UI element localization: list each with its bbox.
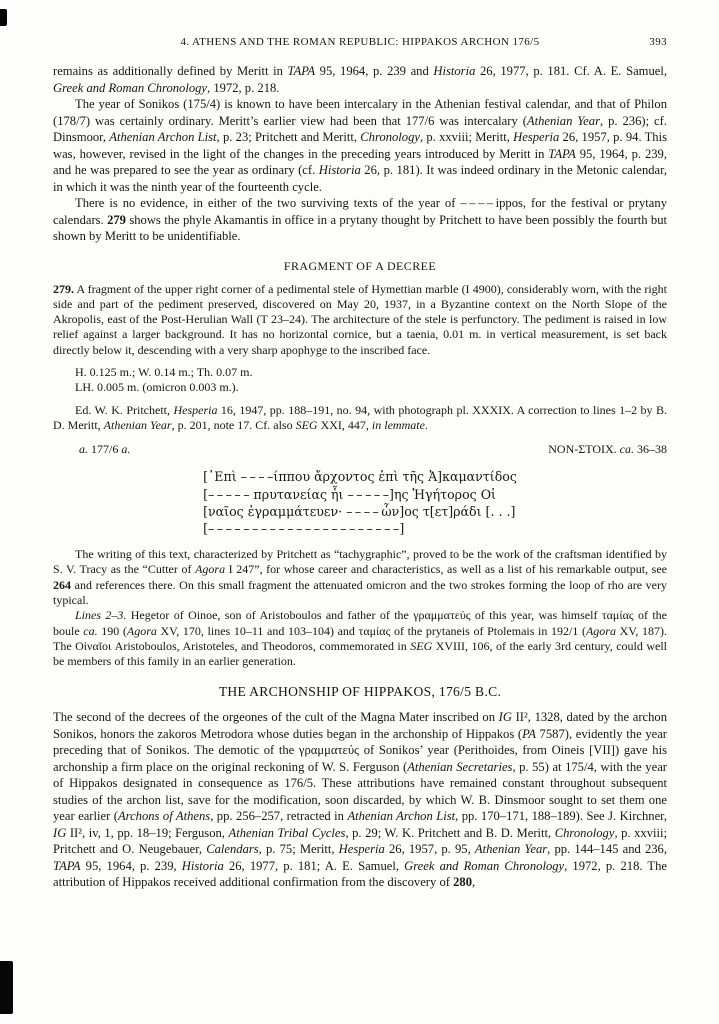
dateline-date: a. 177/6 a. — [79, 442, 131, 457]
dateline-non-stoich: NON-ΣΤΟΙΧ. ca. 36–38 — [548, 442, 667, 457]
dimensions-line-2: LH. 0.005 m. (omicron 0.003 m.). — [75, 380, 239, 395]
greek-line-4: [– – – – – – – – – – – – – – – – – – – – – –] — [203, 521, 405, 537]
greek-inscription — [53, 468, 667, 538]
section-heading: THE ARCHONSHIP OF HIPPAKOS, 176/5 B.C. — [218, 684, 502, 700]
lemma-paragraph: 279. A fragment of the upper right corner of a pedimental stele of Hymettian marble (I 4900), considerably worn, with the right side and part of the pediment preserved, discovered on May 20, 1937, in a Byzantine context on the North Slope of the Akropolis, east of the Post-Herulian Wall (T 23–24). The architecture of the stele is perfunctory. The pediment is raised in low relief against a larger background. It has no horizontal cornice, but a taenia, 0.01 m. in vertical measurement, is set back directly below it, descending with a very sharp apophyge to the inscribed face. — [53, 281, 667, 357]
paragraph-continuation: remains as additionally defined by Meritt in TAPA 95, 1964, p. 239 and Historia 26, 1977, p. 181. Cf. A. E. Samuel, Greek and Roman Chronology, 1972, p. 218. — [53, 64, 667, 95]
dimensions-line-1: H. 0.125 m.; W. 0.14 m.; Th. 0.07 m. — [75, 364, 253, 379]
greek-line-1: [᾽Επὶ – – – –ίππου ἄρχοντος ἐπὶ τῆς Ἀ]καμαντίδος — [203, 469, 517, 485]
scan-artifact-bottom-left — [0, 961, 13, 1014]
scan-artifact-top-left — [0, 9, 7, 26]
paragraph-sonikos-year: The year of Sonikos (175/4) is known to have been intercalary in the Athenian festival calendar, and that of Philon (178/7) was certainly ordinary. Meritt’s earlier view had been that 177/6 was intercalary (Athenian Year, p. 236); cf. Dinsmoor, Athenian Archon List, p. 23; Pritchett and Meritt, Chronology, p. xxviii; Meritt, Hesperia 26, 1957, p. 94. This was, however, revised in the light of the changes in the preceding years introduced by Meritt in TAPA 95, 1964, p. 239, and he was prepared to see the year as ordinary (cf. Historia 26, p. 181). It was indeed ordinary in the Metonic calendar, in which it was the ninth year of the fourteenth cycle. — [53, 97, 668, 194]
paragraph-writing-commentary: The writing of this text, characterized by Pritchett as “tachygraphic”, proved to be the work of the craftsman identified by S. V. Tracy as the “Cutter of Agora I 247”, for whose career and characteristics, as well as a list of his remarkable output, see 264 and references there. On this small fragment the attenuated omicron and the two strokes forming the loop of rho are very typical. — [53, 547, 667, 607]
greek-line-3: [ναῖος ἐγραμμάτευεν· – – – – ὧν]ος τ[ετ]ράδι [. . .] — [203, 503, 516, 519]
greek-inscription-text — [203, 468, 517, 537]
paragraph-archonship: The second of the decrees of the orgeones of the cult of the Magna Mater inscribed on IG II², 1328, dated by the archon Sonikos, honors the zakoros Metrodora whose duties began in the archonship of Hippakos (PA 7587), evidently the year preceding that of Sonikos. The demotic of the γραμματεύς of Sonikos’ year (Perithoides, from Oineis [VII]) gave his archonship a firm place on the original reckoning of W. S. Ferguson (Athenian Secretaries, p. 55) at 175/4, with the year of Hippakos designated in consequence as 176/5. These attributions have remained constant throughout subsequent studies of the archon list, save for the modification, soon discarded, by which W. B. Dinsmoor sought to set them one year earlier (Archons of Athens, pp. 256–257, retracted in Athenian Archon List, pp. 170–171, 188–189). See J. Kirchner, IG II², iv, 1, pp. 18–19; Ferguson, Athenian Tribal Cycles, p. 29; W. K. Pritchett and B. D. Meritt, Chronology, p. xxviii; Pritchett and O. Neugebauer, Calendars, p. 75; Meritt, Hesperia 26, 1957, p. 95, Athenian Year, pp. 144–145 and 236, TAPA 95, 1964, p. 239, Historia 26, 1977, p. 181; A. E. Samuel, Greek and Roman Chronology, 1972, p. 218. The attribution of Hippakos received additional confirmation from the discovery of 280, — [53, 710, 668, 890]
page-number: 393 — [649, 36, 667, 48]
edition-paragraph: Ed. W. K. Pritchett, Hesperia 16, 1947, pp. 188–191, no. 94, with photograph pl. XXXIX. A correction to lines 1–2 by B. D. Meritt, Athenian Year, p. 201, note 17. Cf. also SEG XXI, 447, in lemmate. — [53, 402, 667, 432]
running-head — [53, 36, 667, 48]
paragraph-lines-2-3-commentary: Lines 2–3. Hegetor of Oinoe, son of Aristoboulos and father of the γραμματεύς of this year, was himself ταμίας of the boule ca. 190 (Agora XV, 170, lines 10–11 and 103–104) and ταμίας of the prytaneis of Ptolemais in 192/1 (Agora XV, 187). The Οἰναῖοι Aristoboulos, Aristoteles, and Theodoros, commemorated in SEG XVIII, 106, of the early 3rd century, could well be members of this family in an earlier generation. — [53, 608, 667, 669]
decree-heading: FRAGMENT OF A DECREE — [283, 258, 437, 273]
greek-line-2: [– – – – – πρυτανείας ἧι – – – – –]ης Ἡγήτορος Οἰ — [203, 486, 496, 502]
dateline — [53, 442, 667, 457]
paragraph-prytany-evidence: There is no evidence, in either of the two surviving texts of the year of – – – – ippos, for the festival or prytany calendars. 279 shows the phyle Akamantis in office in a prytany thought by Pritchett to have been possibly the fourth but shown by Meritt to be unidentifiable. — [53, 196, 667, 243]
running-head-title: 4. ATHENS AND THE ROMAN REPUBLIC: HIPPAKOS ARCHON 176/5 — [180, 36, 540, 48]
